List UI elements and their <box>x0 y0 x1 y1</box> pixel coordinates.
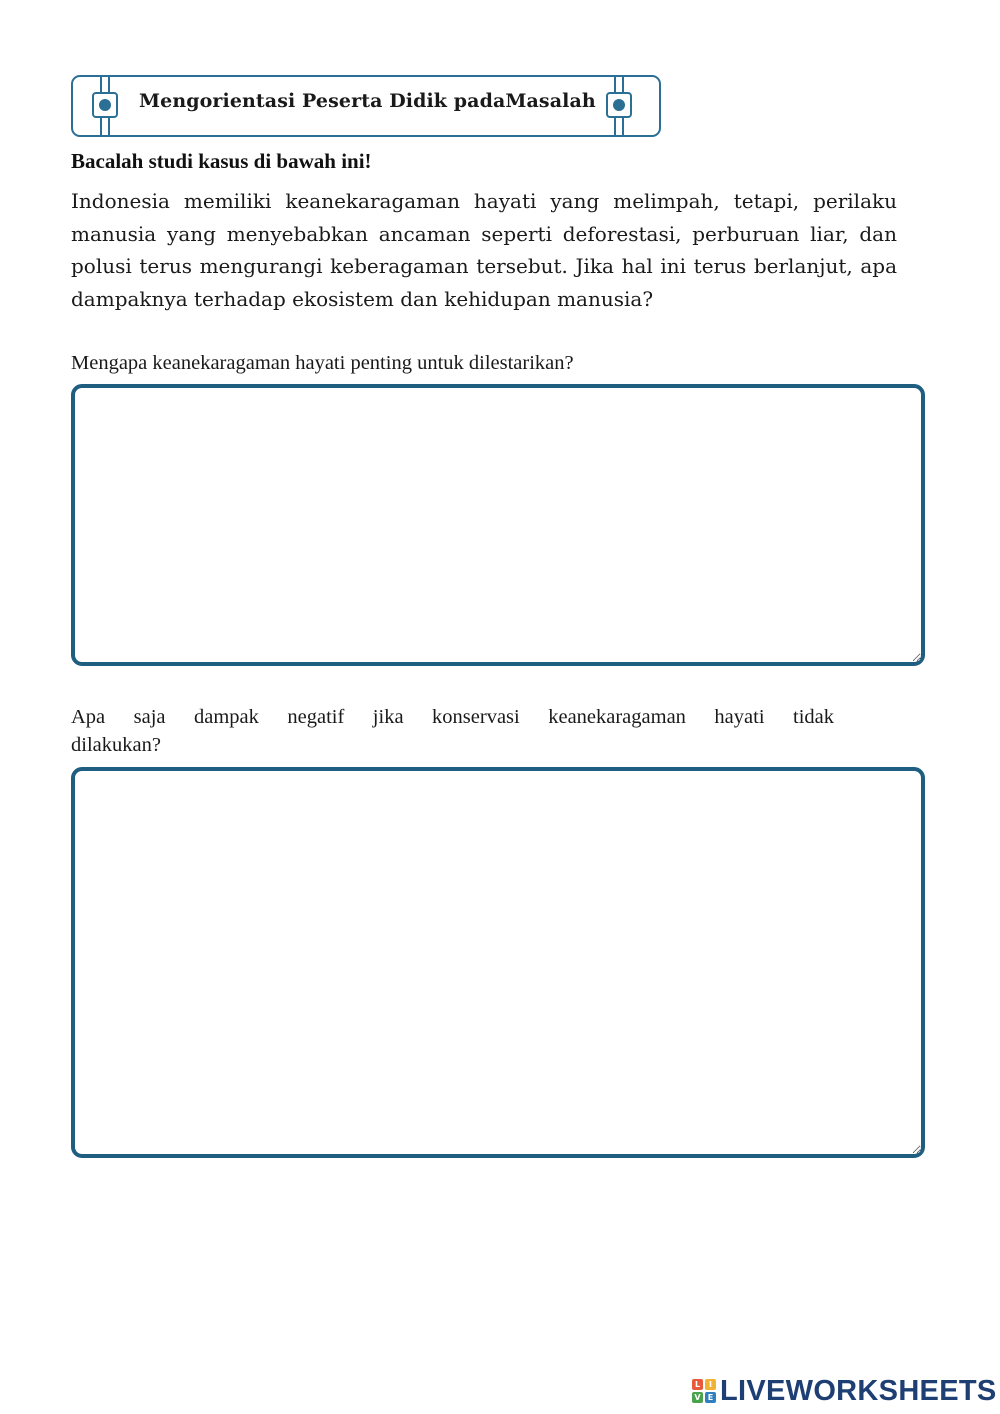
logo-mark-tile: E <box>705 1392 716 1403</box>
section-header-banner <box>71 75 661 137</box>
logo-mark-icon <box>692 1379 716 1403</box>
question-2-line-1: Apa saja dampak negatif jika konservasi keanekaragaman hayati tidak <box>71 706 834 728</box>
answer-box-1[interactable] <box>71 384 925 666</box>
liveworksheets-logo[interactable] <box>692 1374 997 1408</box>
case-study-paragraph: Indonesia memiliki keanekaragaman hayati yang melimpah, tetapi, perilaku manusia yang menyebabkan ancaman seperti deforestasi, perburuan liar, dan polusi terus mengurangi keberagaman tersebut. Jika hal ini terus berlanjut, apa dampaknya terhadap ekosistem dan kehidupan manusia? <box>71 189 897 311</box>
logo-mark-tile: I <box>705 1379 716 1390</box>
logo-mark-tile: V <box>692 1392 703 1403</box>
question-1: Mengapa keanekaragaman hayati penting untuk dilestarikan? <box>71 352 574 374</box>
section-title: Mengorientasi Peserta Didik padaMasalah <box>139 90 596 112</box>
logo-mark-tile: L <box>692 1379 703 1390</box>
question-2 <box>71 703 834 759</box>
question-2-line-2: dilakukan? <box>71 734 161 756</box>
instruction-text: Bacalah studi kasus di bawah ini! <box>71 149 372 173</box>
logo-text: LIVEWORKSHEETS <box>720 1374 997 1407</box>
answer-box-2[interactable] <box>71 767 925 1158</box>
